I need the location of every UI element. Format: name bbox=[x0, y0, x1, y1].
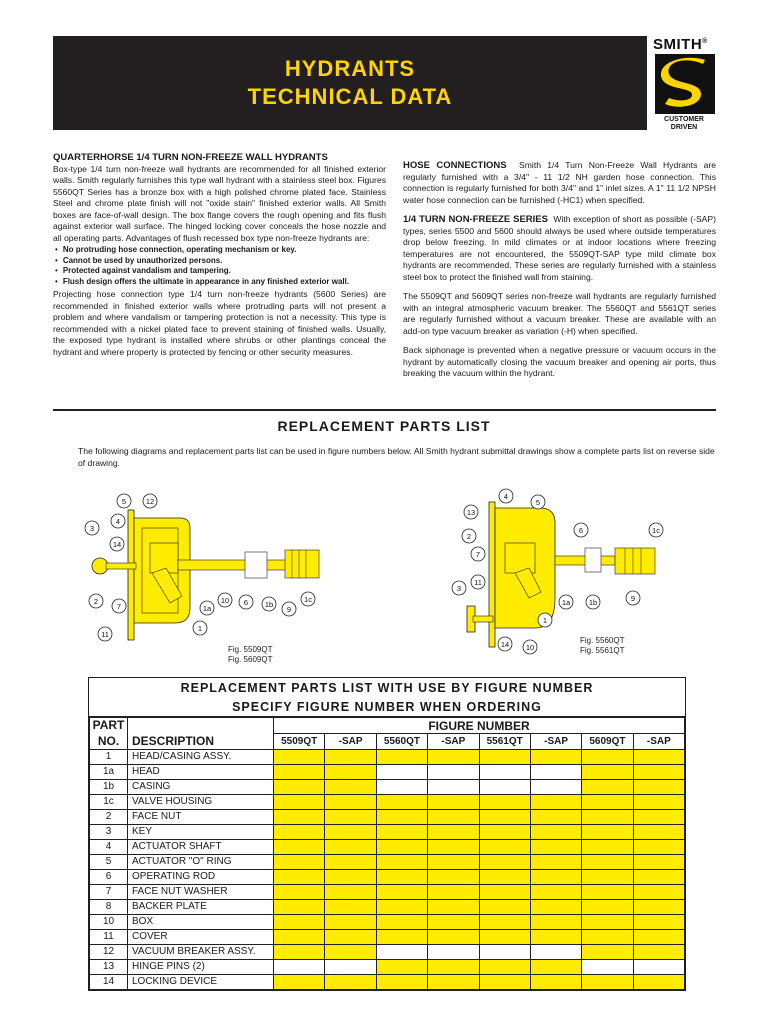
part-number: 5 bbox=[90, 855, 128, 870]
col-header: 5560QT bbox=[376, 734, 427, 750]
part-description: HINGE PINS (2) bbox=[128, 960, 274, 975]
part-description: CASING bbox=[128, 780, 274, 795]
usage-cell-used bbox=[325, 840, 376, 855]
svg-text:6: 6 bbox=[578, 526, 584, 535]
svg-text:4: 4 bbox=[115, 517, 121, 526]
usage-cell-used bbox=[582, 780, 633, 795]
callout-5 bbox=[117, 494, 131, 508]
usage-cell-unused bbox=[479, 765, 530, 780]
usage-cell-used bbox=[428, 840, 479, 855]
usage-cell-unused bbox=[479, 780, 530, 795]
title-banner bbox=[53, 36, 647, 130]
usage-cell-used bbox=[530, 915, 581, 930]
usage-cell-used bbox=[633, 855, 684, 870]
usage-cell-used bbox=[428, 870, 479, 885]
usage-cell-used bbox=[325, 780, 376, 795]
usage-cell-unused bbox=[376, 780, 427, 795]
part-number: 11 bbox=[90, 930, 128, 945]
part-number: 3 bbox=[90, 825, 128, 840]
part-number: 1b bbox=[90, 780, 128, 795]
usage-cell-used bbox=[428, 825, 479, 840]
usage-cell-used bbox=[582, 840, 633, 855]
usage-cell-used bbox=[479, 855, 530, 870]
svg-text:4: 4 bbox=[503, 492, 509, 501]
callout-1b bbox=[586, 595, 600, 609]
title-line-1: HYDRANTS bbox=[284, 56, 416, 81]
usage-cell-used bbox=[325, 765, 376, 780]
usage-cell-used bbox=[428, 900, 479, 915]
svg-text:7: 7 bbox=[475, 550, 481, 559]
svg-text:1a: 1a bbox=[202, 604, 212, 613]
usage-cell-used bbox=[582, 930, 633, 945]
usage-cell-used bbox=[325, 855, 376, 870]
svg-text:1a: 1a bbox=[561, 598, 571, 607]
usage-cell-used bbox=[274, 780, 325, 795]
usage-cell-used bbox=[530, 885, 581, 900]
col-header: -SAP bbox=[633, 734, 684, 750]
callout-9 bbox=[282, 602, 296, 616]
usage-cell-used bbox=[274, 885, 325, 900]
usage-cell-used bbox=[274, 975, 325, 990]
usage-cell-used bbox=[428, 750, 479, 765]
table-row bbox=[90, 900, 685, 915]
quarterhorse-heading: QUARTERHORSE 1/4 TURN NON-FREEZE WALL HYDRANTS bbox=[53, 152, 328, 163]
usage-cell-used bbox=[325, 975, 376, 990]
usage-cell-used bbox=[274, 915, 325, 930]
usage-cell-used bbox=[582, 915, 633, 930]
col-header: -SAP bbox=[530, 734, 581, 750]
usage-cell-used bbox=[530, 930, 581, 945]
usage-cell-unused bbox=[274, 960, 325, 975]
usage-cell-used bbox=[274, 900, 325, 915]
table-row bbox=[90, 780, 685, 795]
usage-cell-used bbox=[582, 975, 633, 990]
usage-cell-used bbox=[633, 915, 684, 930]
usage-cell-used bbox=[376, 825, 427, 840]
usage-cell-unused bbox=[428, 780, 479, 795]
svg-text:1b: 1b bbox=[264, 600, 274, 609]
title-line-2: TECHNICAL DATA bbox=[247, 84, 453, 109]
svg-text:10: 10 bbox=[525, 643, 535, 652]
part-description: FACE NUT bbox=[128, 810, 274, 825]
usage-cell-used bbox=[274, 855, 325, 870]
advantages-list bbox=[53, 245, 386, 287]
usage-cell-used bbox=[274, 930, 325, 945]
usage-cell-used bbox=[479, 825, 530, 840]
usage-cell-used bbox=[376, 975, 427, 990]
usage-cell-used bbox=[325, 825, 376, 840]
part-description: HEAD bbox=[128, 765, 274, 780]
part-number: 7 bbox=[90, 885, 128, 900]
series-heading: 1/4 TURN NON-FREEZE SERIES bbox=[403, 214, 548, 225]
svg-text:6: 6 bbox=[243, 598, 249, 607]
parts-table-body bbox=[90, 750, 685, 990]
callout-3 bbox=[85, 521, 99, 535]
callout-1c bbox=[301, 592, 315, 606]
usage-cell-used bbox=[428, 975, 479, 990]
svg-text:2: 2 bbox=[466, 532, 472, 541]
usage-cell-used bbox=[582, 810, 633, 825]
usage-cell-used bbox=[582, 945, 633, 960]
part-description: VACUUM BREAKER ASSY. bbox=[128, 945, 274, 960]
usage-cell-used bbox=[530, 840, 581, 855]
callout-5 bbox=[531, 495, 545, 509]
usage-cell-used bbox=[274, 870, 325, 885]
part-description: ACTUATOR SHAFT bbox=[128, 840, 274, 855]
usage-cell-used bbox=[633, 870, 684, 885]
callout-1 bbox=[193, 621, 207, 635]
usage-cell-used bbox=[325, 795, 376, 810]
usage-cell-used bbox=[582, 855, 633, 870]
part-description: BOX bbox=[128, 915, 274, 930]
usage-cell-unused bbox=[633, 960, 684, 975]
usage-cell-used bbox=[325, 900, 376, 915]
usage-cell-used bbox=[376, 915, 427, 930]
usage-cell-used bbox=[376, 840, 427, 855]
callout-11 bbox=[98, 627, 112, 641]
table-row bbox=[90, 840, 685, 855]
callout-11 bbox=[471, 575, 485, 589]
usage-cell-used bbox=[479, 810, 530, 825]
usage-cell-used bbox=[530, 795, 581, 810]
usage-cell-unused bbox=[428, 945, 479, 960]
parts-intro: The following diagrams and replacement parts list can be used in figure numbers below. All Smith hydrant submittal drawings show a complete parts list on reverse side of drawing. bbox=[78, 446, 715, 468]
logo-s-icon bbox=[655, 54, 715, 114]
usage-cell-used bbox=[428, 885, 479, 900]
callout-7 bbox=[471, 547, 485, 561]
usage-cell-used bbox=[633, 750, 684, 765]
usage-cell-used bbox=[376, 930, 427, 945]
callout-10 bbox=[523, 640, 537, 654]
col-header: 5509QT bbox=[274, 734, 325, 750]
svg-text:5: 5 bbox=[535, 498, 541, 507]
usage-cell-used bbox=[376, 870, 427, 885]
section-divider bbox=[53, 409, 716, 411]
figure-number-header: FIGURE NUMBER bbox=[274, 718, 685, 734]
part-description: HEAD/CASING ASSY. bbox=[128, 750, 274, 765]
callout-2 bbox=[89, 594, 103, 608]
callout-6 bbox=[574, 523, 588, 537]
part-description: FACE NUT WASHER bbox=[128, 885, 274, 900]
diagram-5509qt bbox=[70, 488, 330, 648]
callout-14 bbox=[498, 637, 512, 651]
callout-1a bbox=[200, 601, 214, 615]
col-header: -SAP bbox=[428, 734, 479, 750]
projecting-paragraph: Projecting hose connection type 1/4 turn non-freeze hydrants (5600 Series) are recommended in finished exterior walls where protruding parts will not present a problem and where vandalism or tampering protection is not a necessity. This type is recommended with a nickel plated face to prevent staining of finished walls. Usually, the exposed type hydrant is installed where shrubs or other plantings conceal the hydrant and where property is protected by fencing or other security measures. bbox=[53, 289, 386, 357]
usage-cell-unused bbox=[428, 765, 479, 780]
callout-13 bbox=[464, 505, 478, 519]
svg-text:14: 14 bbox=[500, 640, 510, 649]
list-item: • Flush design offers the ultimate in appearance in any finished exterior wall. bbox=[63, 277, 386, 288]
usage-cell-used bbox=[633, 930, 684, 945]
usage-cell-used bbox=[428, 855, 479, 870]
callout-12 bbox=[143, 494, 157, 508]
description-header: DESCRIPTION bbox=[128, 734, 274, 750]
usage-cell-used bbox=[530, 870, 581, 885]
svg-text:12: 12 bbox=[145, 497, 155, 506]
usage-cell-used bbox=[428, 915, 479, 930]
usage-cell-unused bbox=[479, 945, 530, 960]
usage-cell-used bbox=[479, 795, 530, 810]
svg-text:1: 1 bbox=[542, 616, 548, 625]
usage-cell-used bbox=[376, 810, 427, 825]
usage-cell-used bbox=[274, 795, 325, 810]
usage-cell-used bbox=[274, 945, 325, 960]
part-number: 13 bbox=[90, 960, 128, 975]
callout-4 bbox=[499, 489, 513, 503]
table-row bbox=[90, 810, 685, 825]
callout-9 bbox=[626, 591, 640, 605]
callout-4 bbox=[111, 514, 125, 528]
usage-cell-used bbox=[633, 900, 684, 915]
usage-cell-used bbox=[530, 810, 581, 825]
svg-text:3: 3 bbox=[89, 524, 95, 533]
usage-cell-used bbox=[633, 945, 684, 960]
table-row bbox=[90, 855, 685, 870]
series-text: With exception of short as possible (-SAP) types, series 5500 and 5600 should always be used where outside temperatures drop below freezing. In mild climates or at indoor locations where freezing temperatures are not encountered, the 5509QT-SAP type mild climate box hydrants are recommended. These series are regularly furnished with a stainless steel box to protect the finished wall from staining. bbox=[403, 214, 717, 282]
fig-right-caption: Fig. 5560QT Fig. 5561QT bbox=[580, 636, 625, 655]
intro-paragraph: Box-type 1/4 turn non-freeze wall hydrants are recommended for all finished exterior walls. Smith regularly furnishes this type wall hydrant with a stainless steel box. Figures 5560QT Series has a bronze box with a high polished chrome plated face. Stainless Steel and chrome plate finish will not "oxide stain" finished exterior walls. All Smith boxes are face-of-wall design. The box flange covers the rough opening and fits flush against exterior wall surface. The hinged locking cover conceals the hose nozzle and all operating parts. Advantages of flush recessed box type non-freeze hydrants are: bbox=[53, 163, 386, 243]
usage-cell-used bbox=[530, 900, 581, 915]
brand-name: SMITH bbox=[653, 36, 703, 53]
table-row bbox=[90, 915, 685, 930]
usage-cell-used bbox=[325, 915, 376, 930]
table-row bbox=[90, 750, 685, 765]
usage-cell-used bbox=[633, 810, 684, 825]
part-description: LOCKING DEVICE bbox=[128, 975, 274, 990]
list-item: • No protruding hose connection, operating mechanism or key. bbox=[63, 245, 386, 256]
usage-cell-used bbox=[376, 750, 427, 765]
usage-cell-used bbox=[479, 930, 530, 945]
part-description: KEY bbox=[128, 825, 274, 840]
svg-text:1: 1 bbox=[197, 624, 203, 633]
usage-cell-used bbox=[633, 840, 684, 855]
part-description: BACKER PLATE bbox=[128, 900, 274, 915]
col-header: 5609QT bbox=[582, 734, 633, 750]
usage-cell-used bbox=[582, 900, 633, 915]
usage-cell-unused bbox=[376, 765, 427, 780]
usage-cell-unused bbox=[530, 945, 581, 960]
left-text-column bbox=[53, 152, 386, 366]
part-number: 1a bbox=[90, 765, 128, 780]
svg-text:1c: 1c bbox=[304, 595, 312, 604]
usage-cell-used bbox=[479, 915, 530, 930]
fig-left-caption: Fig. 5509QT Fig. 5609QT bbox=[228, 645, 273, 664]
parts-list-title: REPLACEMENT PARTS LIST bbox=[277, 418, 491, 434]
vacuum-breaker-paragraph: The 5509QT and 5609QT series non-freeze wall hydrants are regularly furnished with an integral atmospheric vacuum breaker. The 5560QT and 5561QT series are regularly furnished without a vacuum breaker. These are available with an add-on type vacuum breaker as variation (-H) when specified. bbox=[403, 291, 716, 336]
callout-3 bbox=[452, 581, 466, 595]
table-row bbox=[90, 930, 685, 945]
usage-cell-used bbox=[376, 900, 427, 915]
part-number: 14 bbox=[90, 975, 128, 990]
usage-cell-unused bbox=[530, 780, 581, 795]
usage-cell-used bbox=[325, 810, 376, 825]
part-header-1: PART bbox=[90, 718, 128, 734]
usage-cell-used bbox=[479, 960, 530, 975]
usage-cell-used bbox=[325, 930, 376, 945]
col-header: -SAP bbox=[325, 734, 376, 750]
usage-cell-used bbox=[274, 765, 325, 780]
usage-cell-used bbox=[530, 855, 581, 870]
svg-text:13: 13 bbox=[466, 508, 476, 517]
part-number: 2 bbox=[90, 810, 128, 825]
table-row bbox=[90, 960, 685, 975]
usage-cell-used bbox=[582, 750, 633, 765]
callout-6 bbox=[239, 595, 253, 609]
usage-cell-used bbox=[274, 810, 325, 825]
col-header: 5561QT bbox=[479, 734, 530, 750]
svg-text:11: 11 bbox=[101, 630, 109, 639]
usage-cell-unused bbox=[582, 960, 633, 975]
usage-cell-used bbox=[479, 885, 530, 900]
callout-1 bbox=[538, 613, 552, 627]
usage-cell-used bbox=[633, 825, 684, 840]
svg-text:14: 14 bbox=[112, 540, 122, 549]
usage-cell-used bbox=[376, 855, 427, 870]
svg-text:2: 2 bbox=[93, 597, 99, 606]
callout-10 bbox=[218, 593, 232, 607]
usage-cell-unused bbox=[325, 960, 376, 975]
hose-connections-text: Smith 1/4 Turn Non-Freeze Wall Hydrants are regularly furnished with a 3/4" - 11 1/2 NH garden hose connection. This connection is regularly furnished for both 3/4" and 1" inlet sizes. A 1" 11 1/2 NPSH water hose connection can be furnished (-HC1) when specified. bbox=[403, 160, 716, 205]
usage-cell-used bbox=[582, 885, 633, 900]
usage-cell-used bbox=[325, 945, 376, 960]
svg-text:11: 11 bbox=[474, 578, 482, 587]
parts-grid bbox=[89, 717, 685, 990]
svg-text:1c: 1c bbox=[652, 526, 660, 535]
svg-text:9: 9 bbox=[630, 594, 636, 603]
table-row bbox=[90, 975, 685, 990]
usage-cell-used bbox=[428, 930, 479, 945]
table-row bbox=[90, 945, 685, 960]
table-title-2: SPECIFY FIGURE NUMBER WHEN ORDERING bbox=[89, 697, 685, 717]
svg-text:1b: 1b bbox=[588, 598, 598, 607]
tagline-line-2: DRIVEN bbox=[670, 124, 698, 131]
usage-cell-used bbox=[633, 765, 684, 780]
part-number: 12 bbox=[90, 945, 128, 960]
usage-cell-used bbox=[582, 870, 633, 885]
usage-cell-used bbox=[274, 825, 325, 840]
usage-cell-unused bbox=[530, 765, 581, 780]
part-header-2: NO. bbox=[90, 734, 128, 750]
hose-connections-heading: HOSE CONNECTIONS bbox=[403, 160, 507, 171]
usage-cell-used bbox=[274, 840, 325, 855]
parts-table bbox=[88, 677, 686, 991]
table-row bbox=[90, 765, 685, 780]
svg-text:7: 7 bbox=[116, 602, 122, 611]
part-description: ACTUATOR "O" RING bbox=[128, 855, 274, 870]
table-row bbox=[90, 795, 685, 810]
part-description: VALVE HOUSING bbox=[128, 795, 274, 810]
svg-text:10: 10 bbox=[220, 596, 230, 605]
usage-cell-unused bbox=[376, 945, 427, 960]
usage-cell-used bbox=[325, 885, 376, 900]
usage-cell-used bbox=[325, 870, 376, 885]
svg-text:3: 3 bbox=[456, 584, 462, 593]
callout-2 bbox=[462, 529, 476, 543]
usage-cell-used bbox=[428, 795, 479, 810]
back-siphonage-paragraph: Back siphonage is prevented when a negative pressure or vacuum occurs in the hydrant by automatically closing the vacuum breaker and opening air ports, thus breaking the vacuum within the hydrant. bbox=[403, 345, 716, 378]
callout-7 bbox=[112, 599, 126, 613]
list-item: • Cannot be used by unauthorized persons. bbox=[63, 256, 386, 267]
usage-cell-used bbox=[274, 750, 325, 765]
part-number: 8 bbox=[90, 900, 128, 915]
smith-logo bbox=[652, 36, 716, 130]
part-number: 4 bbox=[90, 840, 128, 855]
part-number: 6 bbox=[90, 870, 128, 885]
usage-cell-used bbox=[530, 750, 581, 765]
part-number: 1c bbox=[90, 795, 128, 810]
part-number: 1 bbox=[90, 750, 128, 765]
usage-cell-used bbox=[376, 885, 427, 900]
list-item: • Protected against vandalism and tampering. bbox=[63, 266, 386, 277]
svg-text:5: 5 bbox=[121, 497, 127, 506]
usage-cell-used bbox=[633, 795, 684, 810]
svg-text:9: 9 bbox=[286, 605, 292, 614]
usage-cell-used bbox=[633, 975, 684, 990]
table-row bbox=[90, 825, 685, 840]
callout-1a bbox=[559, 595, 573, 609]
registered-mark: ® bbox=[702, 38, 708, 45]
usage-cell-used bbox=[428, 810, 479, 825]
usage-cell-used bbox=[479, 840, 530, 855]
right-text-column bbox=[403, 152, 716, 388]
part-description: COVER bbox=[128, 930, 274, 945]
usage-cell-used bbox=[376, 795, 427, 810]
usage-cell-used bbox=[633, 885, 684, 900]
usage-cell-used bbox=[479, 750, 530, 765]
table-row bbox=[90, 885, 685, 900]
usage-cell-used bbox=[582, 795, 633, 810]
callout-1b bbox=[262, 597, 276, 611]
callout-1c bbox=[649, 523, 663, 537]
usage-cell-used bbox=[479, 870, 530, 885]
tagline-line-1: CUSTOMER bbox=[664, 116, 704, 123]
usage-cell-used bbox=[530, 960, 581, 975]
usage-cell-used bbox=[376, 960, 427, 975]
usage-cell-used bbox=[582, 825, 633, 840]
part-number: 10 bbox=[90, 915, 128, 930]
part-description: OPERATING ROD bbox=[128, 870, 274, 885]
diagram-5560qt bbox=[445, 488, 670, 658]
usage-cell-used bbox=[428, 960, 479, 975]
usage-cell-used bbox=[325, 750, 376, 765]
table-row bbox=[90, 870, 685, 885]
usage-cell-used bbox=[530, 825, 581, 840]
usage-cell-used bbox=[582, 765, 633, 780]
callout-14 bbox=[110, 537, 124, 551]
table-title-1: REPLACEMENT PARTS LIST WITH USE BY FIGURE NUMBER bbox=[180, 681, 594, 695]
usage-cell-used bbox=[530, 975, 581, 990]
usage-cell-used bbox=[479, 975, 530, 990]
usage-cell-used bbox=[633, 780, 684, 795]
usage-cell-used bbox=[479, 900, 530, 915]
